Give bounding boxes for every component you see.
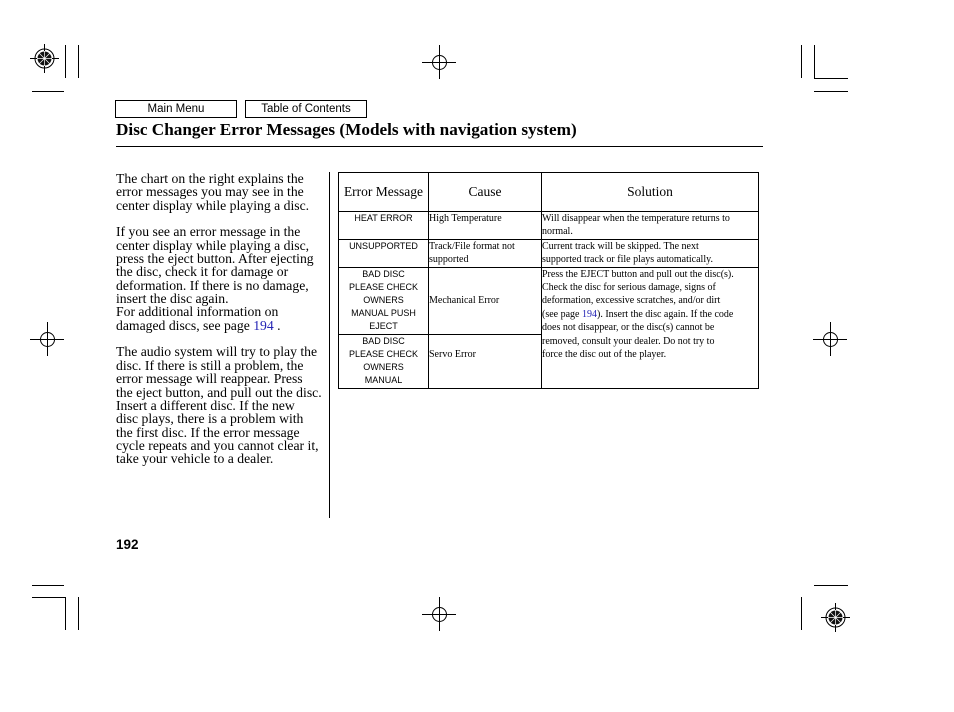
table-header-row (339, 173, 759, 212)
paragraph-text-end: . (273, 317, 281, 333)
column-divider (329, 172, 330, 518)
target-ring (35, 49, 54, 68)
target-rays (829, 611, 843, 625)
main-menu-button[interactable]: Main Menu (115, 100, 237, 118)
header-solution: Solution (542, 173, 759, 212)
table-row (339, 267, 759, 334)
error-message-cell: UNSUPPORTED (339, 239, 429, 267)
target-disc (38, 52, 52, 66)
solution-cell: Will disappear when the temperature returns to normal. (542, 212, 759, 240)
title-rule (116, 146, 763, 147)
target-crosshair (30, 44, 59, 73)
header-cause: Cause (429, 173, 542, 212)
target-crosshair (30, 322, 64, 356)
target-ring (824, 333, 838, 347)
page-194-link[interactable]: 194 (253, 317, 274, 333)
table-row (339, 212, 759, 240)
intro-text-column (116, 172, 328, 479)
cause-cell: Mechanical Error (429, 267, 542, 334)
cause-cell: Servo Error (429, 334, 542, 388)
crosshair-target-top-center (422, 45, 456, 79)
target-ring (826, 608, 845, 627)
registration-target-bottom-right (821, 603, 850, 632)
crop-mark-bottom-left (32, 586, 79, 631)
crosshair-target-right (813, 322, 847, 356)
target-ring (41, 333, 55, 347)
page-194-link[interactable]: 194 (581, 308, 597, 320)
solution-text-end: ). Insert the disc again. If the code does not disappear, or the disc(s) cannot be removed, consult your dealer. Do not try to force the disc out of the player. (542, 308, 734, 361)
error-message-cell: HEAT ERROR (339, 212, 429, 240)
paragraph-retry-info: The audio system will try to play the disc. If there is still a problem, the error message will reappear. Press the eject button, and pull out the disc. Insert a different disc. If the new disc plays, there is a problem with the first disc. If the error message cycle repeats and you cannot clear it, take your vehicle to a dealer. (116, 344, 322, 467)
crop-mark-top-left (32, 45, 79, 92)
error-message-cell: BAD DISC PLEASE CHECK OWNERS MANUAL PUSH EJECT (339, 267, 429, 334)
target-ring (433, 608, 447, 622)
registration-target-top-left (30, 44, 59, 73)
table-of-contents-button[interactable]: Table of Contents (245, 100, 367, 118)
page-number: 192 (116, 537, 139, 552)
solution-cell-disc-errors (542, 267, 759, 388)
cause-cell: Track/File format not supported (429, 239, 542, 267)
paragraph-chart-intro: The chart on the right explains the error messages you may see in the center display while playing a disc. (116, 171, 310, 213)
target-crosshair (813, 322, 847, 356)
target-ring (433, 56, 447, 70)
crosshair-target-bottom-center (422, 597, 456, 631)
target-crosshair (422, 45, 456, 79)
page-title: Disc Changer Error Messages (Models with navigation system) (116, 120, 577, 139)
table-row (339, 239, 759, 267)
paragraph-eject-instructions (116, 225, 328, 332)
crop-mark-top-right (802, 45, 849, 92)
target-crosshair (422, 597, 456, 631)
paragraph-text: If you see an error message in the center display while playing a disc, press the eject button. After ejecting the disc, check it for damage or deformation. If there is no damage, insert the disc again. For additional information on damaged discs, see page (116, 224, 314, 333)
solution-cell: Current track will be skipped. The next supported track or file plays automatically. (542, 239, 759, 267)
cause-cell: High Temperature (429, 212, 542, 240)
target-rays (38, 52, 52, 66)
error-messages-table (338, 172, 759, 389)
error-message-cell: BAD DISC PLEASE CHECK OWNERS MANUAL (339, 334, 429, 388)
header-error-message: Error Message (339, 173, 429, 212)
target-crosshair (821, 603, 850, 632)
target-disc (829, 611, 843, 625)
solution-text: Press the EJECT button and pull out the disc(s). Check the disc for serious damage, signs of deformation, excessive scratches, and/or dirt (see page (542, 268, 734, 320)
crosshair-target-left (30, 322, 64, 356)
crop-mark-bottom-right (802, 586, 849, 631)
